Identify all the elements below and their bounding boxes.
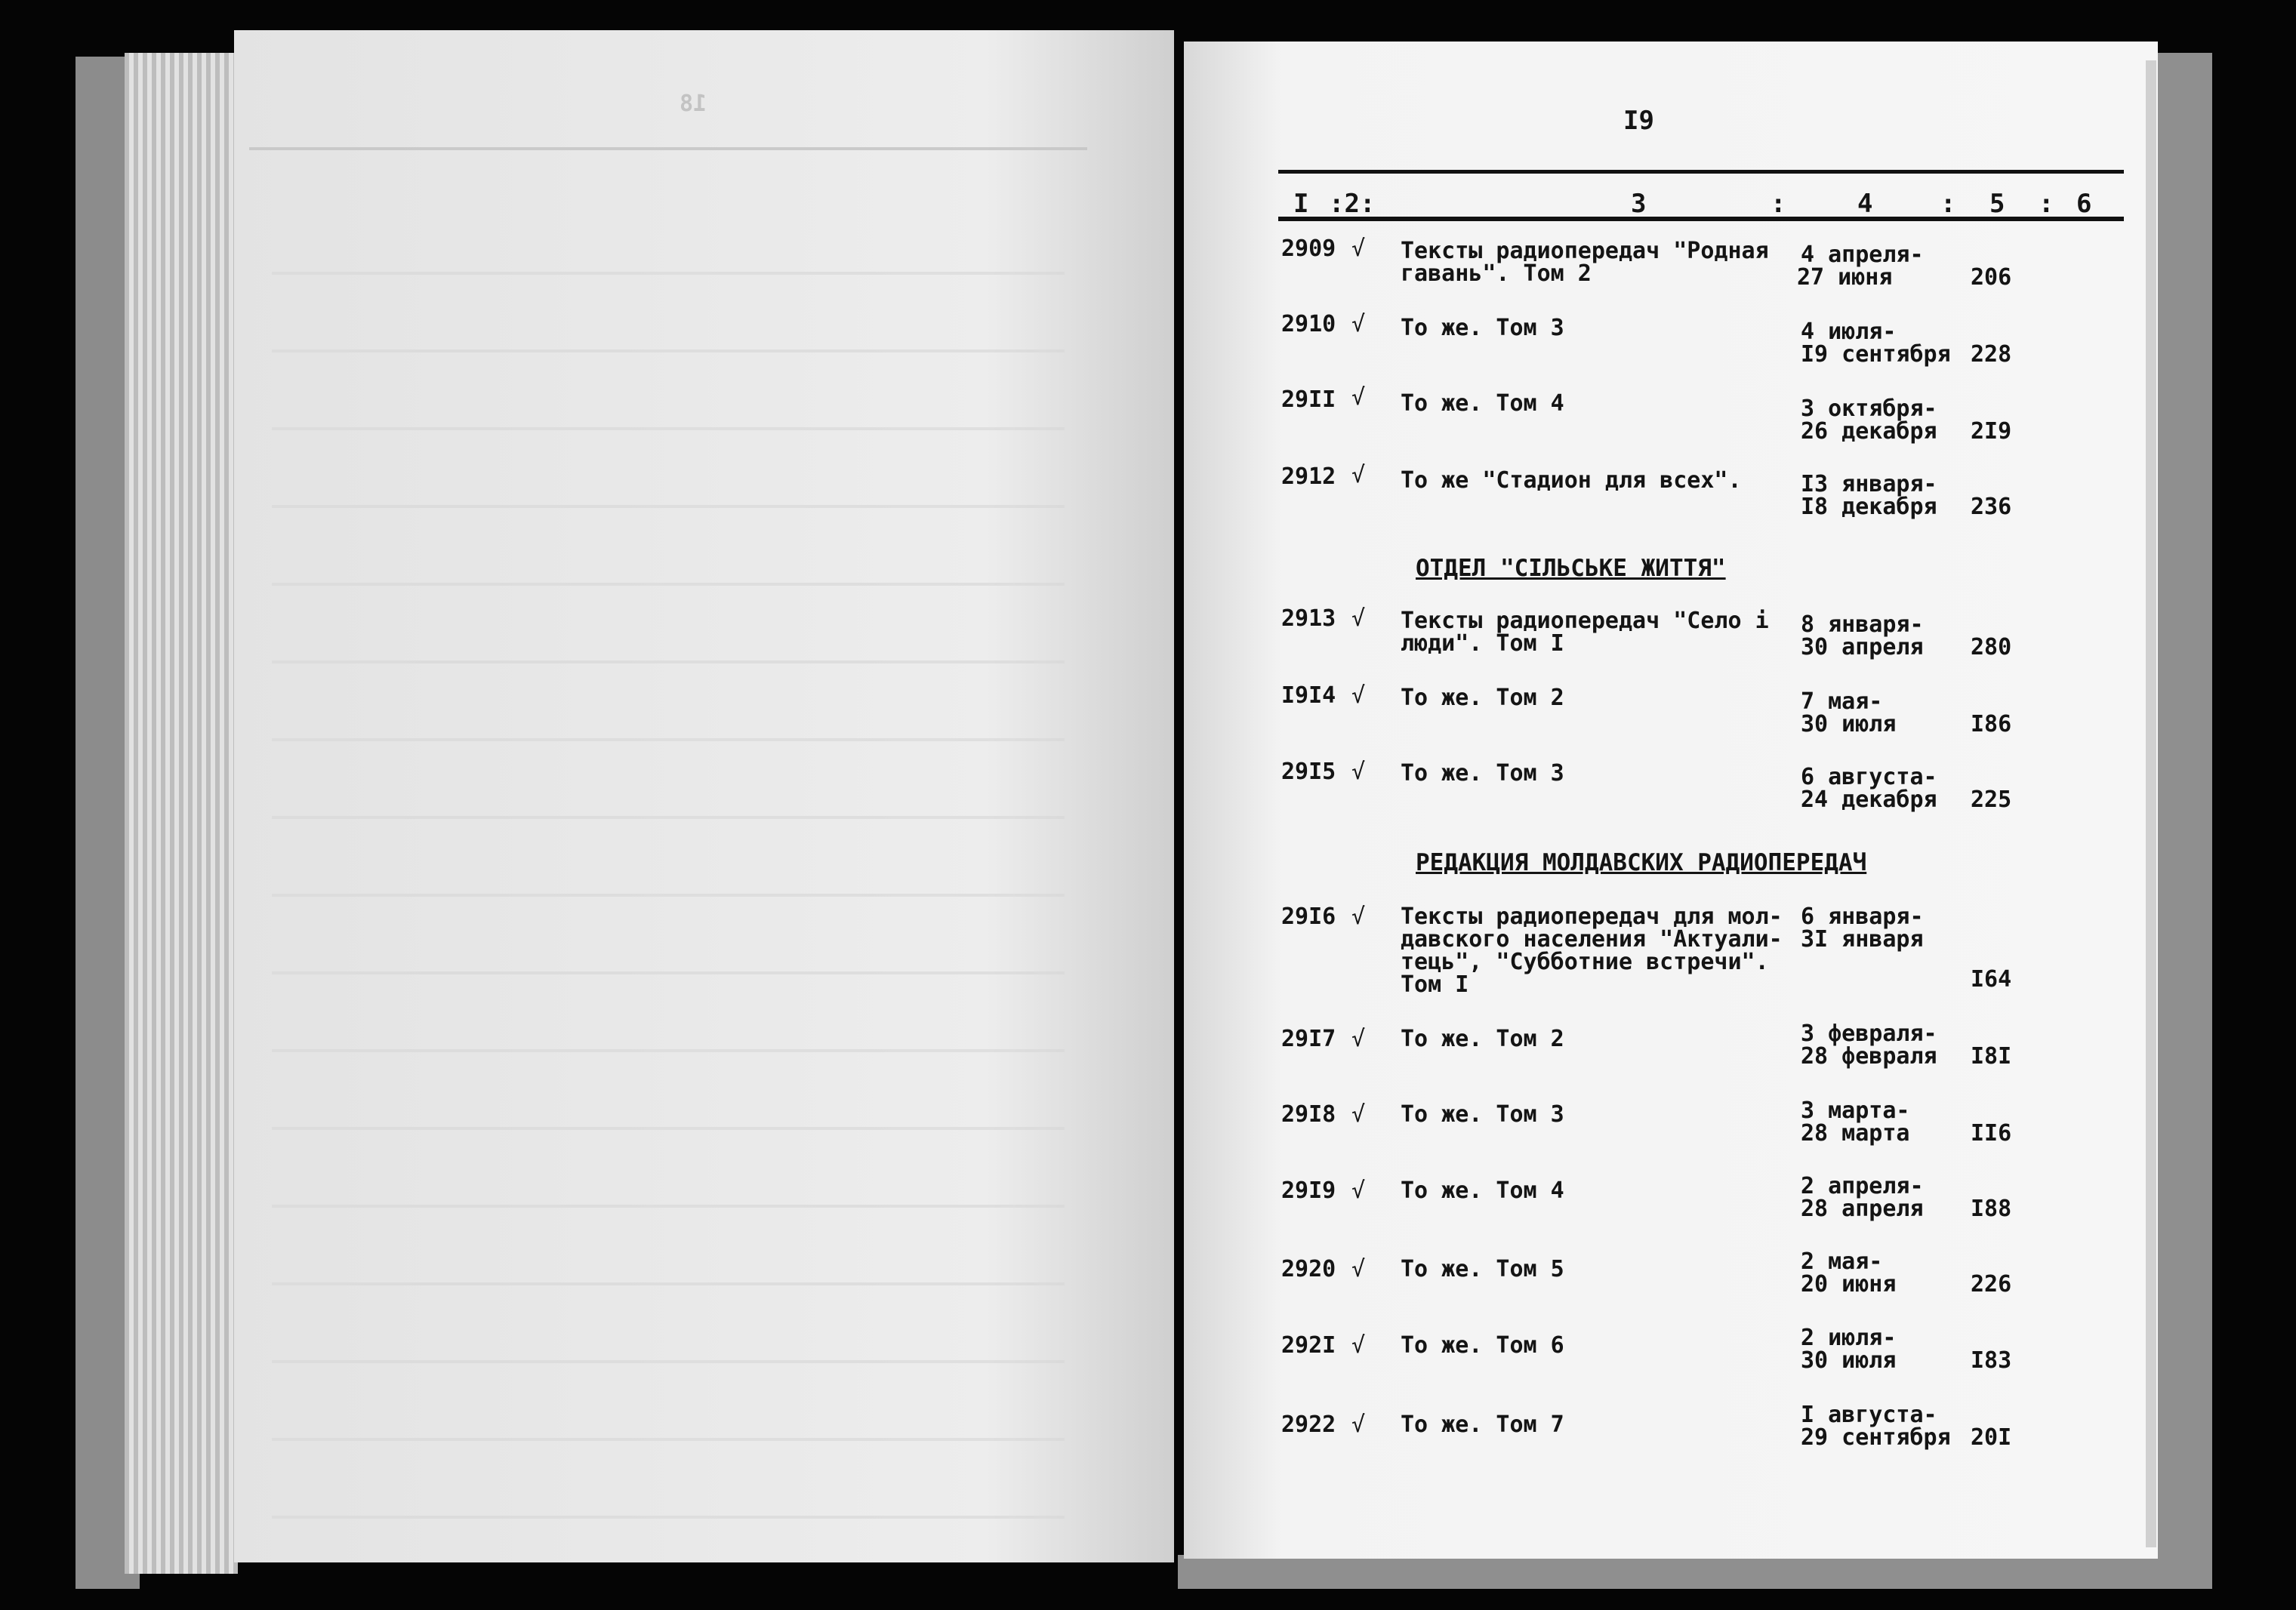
column-header-4: 4: [1857, 189, 1873, 219]
check-mark-icon: √: [1351, 1026, 1366, 1052]
row-date-start: 2 мая-: [1801, 1248, 1883, 1275]
row-date-start: 4 апреля-: [1801, 242, 1924, 268]
row-title-line: То же. Том 5: [1401, 1256, 1564, 1282]
header-rule-top: [1278, 170, 2124, 174]
row-pages: 280: [1971, 634, 2012, 660]
check-mark-icon: √: [1351, 904, 1366, 930]
page-number: I9: [1623, 106, 1654, 136]
row-title-line: То же. Том 4: [1401, 1177, 1564, 1204]
row-date-end: 30 апреля: [1801, 634, 1924, 660]
row-number: 29I6: [1281, 904, 1336, 930]
row-date-end: 28 марта: [1801, 1120, 1910, 1147]
check-mark-icon: √: [1351, 384, 1366, 411]
row-date-start: 3 марта-: [1801, 1097, 1910, 1124]
row-title-line: гавань". Том 2: [1401, 260, 1592, 287]
row-date-start: 6 августа-: [1801, 764, 1937, 790]
check-mark-icon: √: [1351, 235, 1366, 262]
column-separator-5: :: [2039, 189, 2054, 219]
row-date-end: 28 февраля: [1801, 1043, 1937, 1070]
row-pages: I88: [1971, 1196, 2012, 1222]
check-mark-icon: √: [1351, 1101, 1366, 1128]
row-pages: 226: [1971, 1271, 2012, 1298]
row-number: 29I8: [1281, 1101, 1336, 1128]
row-number: 2910: [1281, 311, 1336, 337]
row-number: 29II: [1281, 386, 1336, 413]
row-title-line: То же. Том 3: [1401, 1101, 1564, 1128]
check-mark-icon: √: [1351, 462, 1366, 488]
row-pages: I64: [1971, 966, 2012, 993]
row-number: I9I4: [1281, 682, 1336, 709]
row-date-start: 7 мая-: [1801, 688, 1883, 715]
row-pages: I8I: [1971, 1043, 2012, 1070]
row-title-line: давского населения "Актуали-: [1401, 926, 1783, 953]
row-title-line: То же. Том 4: [1401, 390, 1564, 417]
row-pages: 20I: [1971, 1424, 2012, 1451]
check-mark-icon: √: [1351, 759, 1366, 785]
row-date-end: 30 июля: [1801, 1347, 1897, 1374]
check-mark-icon: √: [1351, 605, 1366, 632]
row-date-end: 30 июля: [1801, 711, 1897, 737]
row-pages: 228: [1971, 341, 2012, 368]
column-separator-3: :: [1771, 189, 1786, 219]
check-mark-icon: √: [1351, 311, 1366, 337]
row-pages: I86: [1971, 711, 2012, 737]
row-date-start: I августа-: [1801, 1402, 1937, 1428]
row-title-line: Том I: [1401, 971, 1469, 998]
column-header-1: I: [1293, 189, 1309, 219]
row-number: 2912: [1281, 463, 1336, 490]
row-number: 29I5: [1281, 759, 1336, 785]
row-pages: 236: [1971, 494, 2012, 520]
column-separator-4: :: [1940, 189, 1956, 219]
row-pages: 225: [1971, 787, 2012, 813]
row-date-start: 3 октября-: [1801, 396, 1937, 422]
check-mark-icon: √: [1351, 1177, 1366, 1204]
row-title-line: Тексты радиопередач "Село і: [1401, 608, 1769, 634]
column-header-3: 3: [1631, 189, 1647, 219]
right-page-edge: [2146, 60, 2156, 1547]
row-date-start: 8 января-: [1801, 611, 1924, 638]
section-heading: ОТДЕЛ "СІЛЬСЬКЕ ЖИТТЯ": [1416, 555, 1726, 582]
check-mark-icon: √: [1351, 682, 1366, 709]
column-header-5: 5: [1989, 189, 2005, 219]
row-date-start: I3 января-: [1801, 471, 1937, 497]
row-date-start: 4 июля-: [1801, 319, 1897, 345]
row-title-line: тець", "Субботние встречи".: [1401, 949, 1769, 975]
row-date-end: 28 апреля: [1801, 1196, 1924, 1222]
section-heading: РЕДАКЦИЯ МОЛДАВСКИХ РАДИОПЕРЕДАЧ: [1416, 849, 1867, 876]
row-number: 2920: [1281, 1256, 1336, 1282]
row-date-end: I9 сентября: [1801, 341, 1951, 368]
row-title-line: То же. Том 3: [1401, 760, 1564, 787]
row-date-end: 24 декабря: [1801, 787, 1937, 813]
row-number: 29I9: [1281, 1177, 1336, 1204]
row-date-start: 2 апреля-: [1801, 1173, 1924, 1199]
row-title-line: То же. Том 3: [1401, 315, 1564, 341]
row-number: 2922: [1281, 1411, 1336, 1438]
row-pages: I83: [1971, 1347, 2012, 1374]
row-number: 2913: [1281, 605, 1336, 632]
row-title-line: То же. Том 2: [1401, 685, 1564, 711]
row-date-end: I8 декабря: [1801, 494, 1937, 520]
row-date-end: 20 июня: [1801, 1271, 1897, 1298]
column-header-6: 6: [2076, 189, 2092, 219]
row-title-line: То же. Том 2: [1401, 1026, 1564, 1052]
book-cover-bottom: [1178, 1555, 2212, 1589]
row-title-line: То же. Том 7: [1401, 1411, 1564, 1438]
row-pages: 2I9: [1971, 418, 2012, 445]
row-number: 292I: [1281, 1332, 1336, 1359]
row-date-end: 26 декабря: [1801, 418, 1937, 445]
row-title-line: То же. Том 6: [1401, 1332, 1564, 1359]
row-date-start: 3 февраля-: [1801, 1020, 1937, 1047]
row-date-start: 2 июля-: [1801, 1325, 1897, 1351]
row-date-start: 6 января-: [1801, 904, 1924, 930]
row-pages: II6: [1971, 1120, 2012, 1147]
page-edges-left: [125, 53, 238, 1574]
row-number: 29I7: [1281, 1026, 1336, 1052]
row-title-line: Тексты радиопередач для мол-: [1401, 904, 1783, 930]
row-date-end: 3I января: [1801, 926, 1924, 953]
row-pages: 206: [1971, 264, 2012, 291]
check-mark-icon: √: [1351, 1256, 1366, 1282]
row-number: 2909: [1281, 235, 1336, 262]
row-title-line: Тексты радиопередач "Родная: [1401, 238, 1769, 264]
row-title-line: То же "Стадион для всех".: [1401, 467, 1742, 494]
column-header-2: :2:: [1329, 189, 1376, 219]
row-date-end: 29 сентября: [1801, 1424, 1951, 1451]
check-mark-icon: √: [1351, 1332, 1366, 1359]
row-title-line: люди". Том I: [1401, 630, 1564, 657]
check-mark-icon: √: [1351, 1411, 1366, 1438]
row-date-end: 27 июня: [1797, 264, 1893, 291]
